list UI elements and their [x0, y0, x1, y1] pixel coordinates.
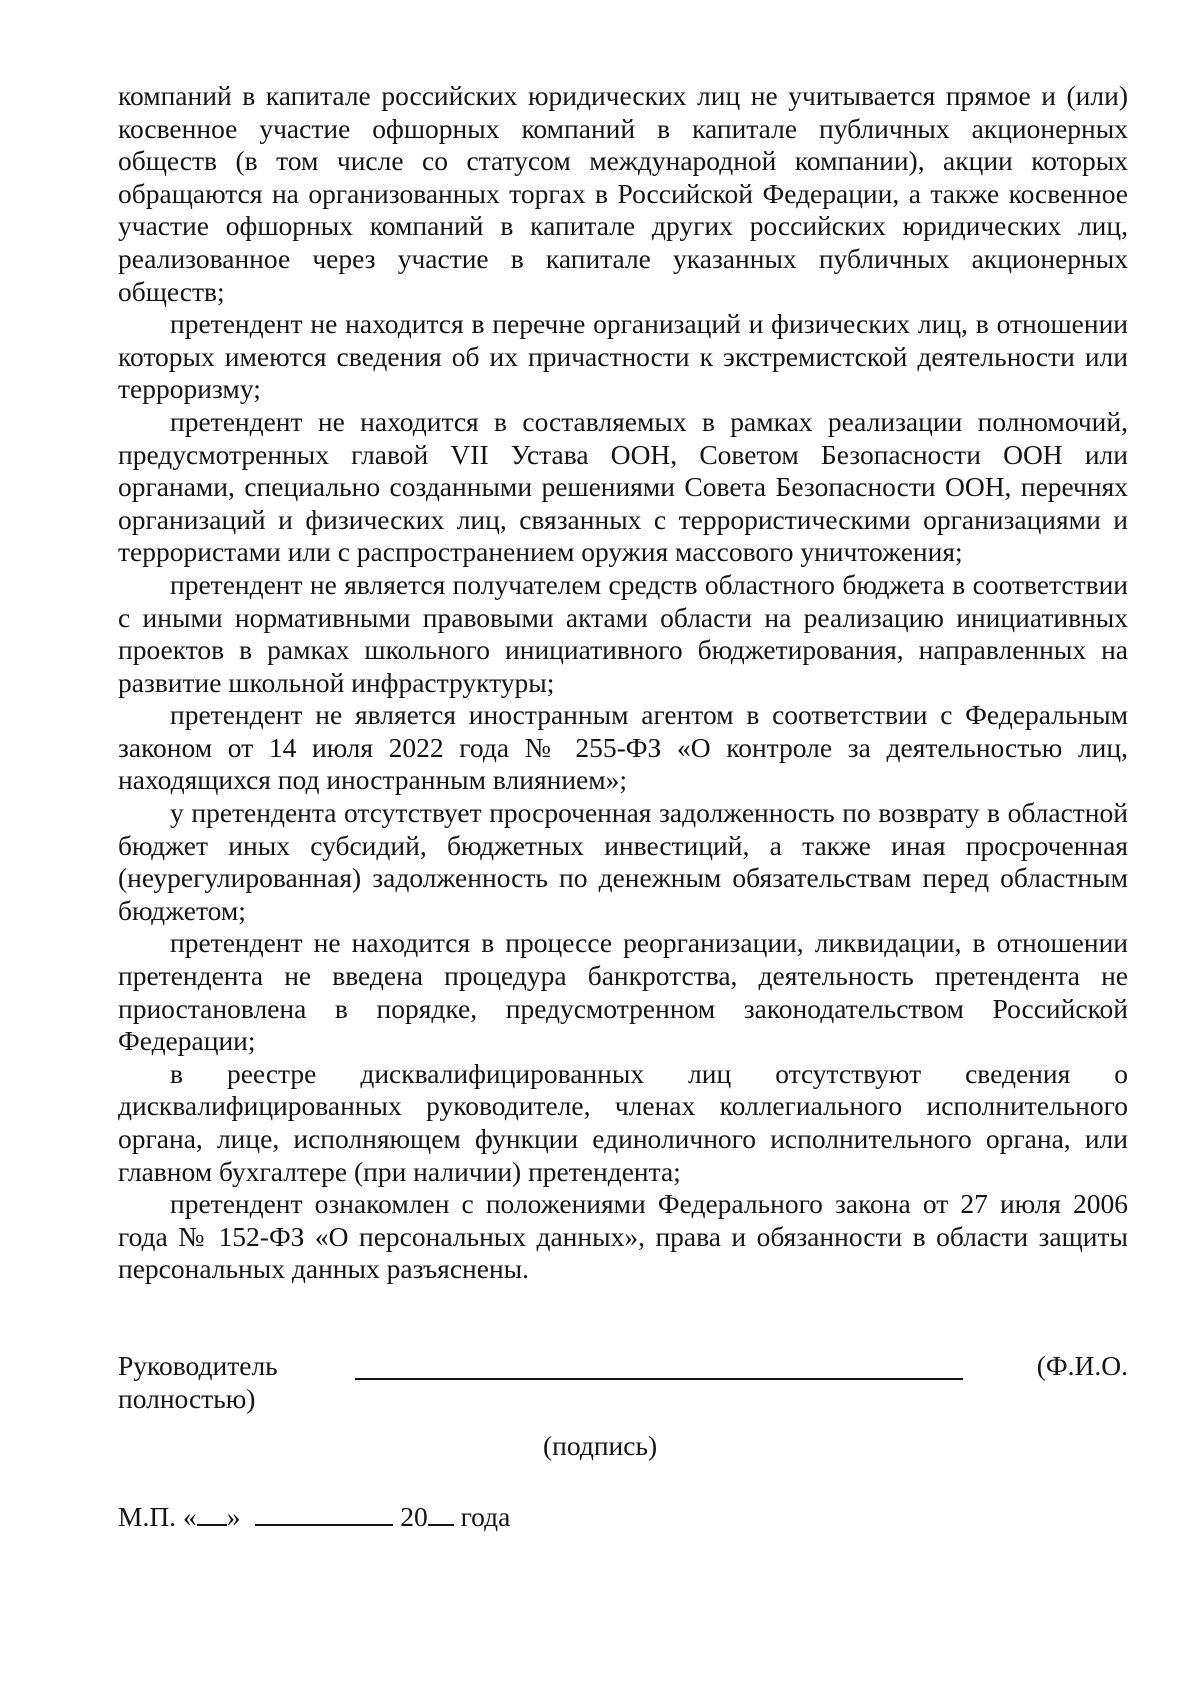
signature-caption: (подпись) — [543, 1430, 658, 1461]
paragraph-overdue-debt: у претендента отсутствует просроченная задолженность по возврату в областной бюджет иных субсидий, бюджетных инвестиций, а также иная просроченная (неурегулированная) задолженность по денежным обязательствам перед областным бюджетом; — [118, 797, 1128, 926]
quote-open: « — [182, 1501, 197, 1532]
signature-fio-continuation: полностью) — [118, 1383, 256, 1414]
paragraph-reorganization: претендент не находится в процессе реорганизации, ликвидации, в отношении претендента не введена процедура банкротства, деятельность претендента не приостановлена в порядке, предусмотренном законодательством Российской Федерации; — [118, 927, 1128, 1057]
signature-fio-label: (Ф.И.О. — [1036, 1350, 1128, 1381]
date-year-word: года — [460, 1501, 511, 1532]
date-year-blank[interactable] — [428, 1500, 454, 1526]
signature-role-label: Руководитель — [118, 1350, 278, 1381]
quote-close: » — [226, 1501, 241, 1532]
stamp-date-row — [118, 1500, 510, 1534]
date-century: 20 — [400, 1501, 428, 1532]
paragraph-offshore-participation: компаний в капитале российских юридических лиц не учитывается прямое и (или) косвенное участие офшорных компаний в капитале публичных акционерных обществ (в том числе со статусом международной компании), акции которых обращаются на организованных торгах в Российской Федерации, а также косвенное участие офшорных компаний в капитале других российских юридических лиц, реализованное через участие в капитале указанных публичных акционерных обществ; — [118, 80, 1128, 307]
paragraph-un-sanctions: претендент не находится в составляемых в рамках реализации полномочий, предусмотренных главой VII Устава ООН, Советом Безопасности ООН или органами, специально созданными решениями Совета Безопасности ООН, перечнях организаций и физических лиц, связанных с террористическими организациями и террористами или с распространением оружия массового уничтожения; — [118, 405, 1128, 568]
signature-line[interactable] — [355, 1378, 963, 1380]
stamp-label: М.П. — [118, 1501, 177, 1532]
paragraph-budget-recipient: претендент не является получателем средств областного бюджета в соответствии с иными нормативными правовыми актами области на реализацию инициативных проектов в рамках школьного инициативного бюджетирования, направленных на развитие школьной инфраструктуры; — [118, 568, 1128, 698]
date-day-blank[interactable] — [197, 1500, 227, 1526]
signature-block — [118, 1350, 1128, 1550]
paragraph-personal-data: претендент ознакомлен с положениями Федерального закона от 27 июля 2006 года № 152-ФЗ «О персональных данных», права и обязанности в области защиты персональных данных разъяснены. — [118, 1188, 1128, 1285]
paragraph-foreign-agent: претендент не является иностранным агентом в соответствии с Федеральным законом от 14 июля 2022 года № 255-ФЗ «О контроле за деятельностью лиц, находящихся под иностранным влиянием»; — [118, 699, 1128, 796]
document-body — [118, 80, 1128, 1286]
paragraph-disqualified-registry: в реестре дисквалифицированных лиц отсутствуют сведения о дисквалифицированных руководителе, членах коллегиального исполнительного органа, лице, исполняющем функции единоличного исполнительного органа, или главном бухгалтере (при наличии) претендента; — [118, 1057, 1128, 1187]
paragraph-extremism-list: претендент не находится в перечне организаций и физических лиц, в отношении которых имеются сведения об их причастности к экстремистской деятельности или терроризму; — [118, 308, 1128, 405]
date-month-blank[interactable] — [255, 1500, 393, 1526]
